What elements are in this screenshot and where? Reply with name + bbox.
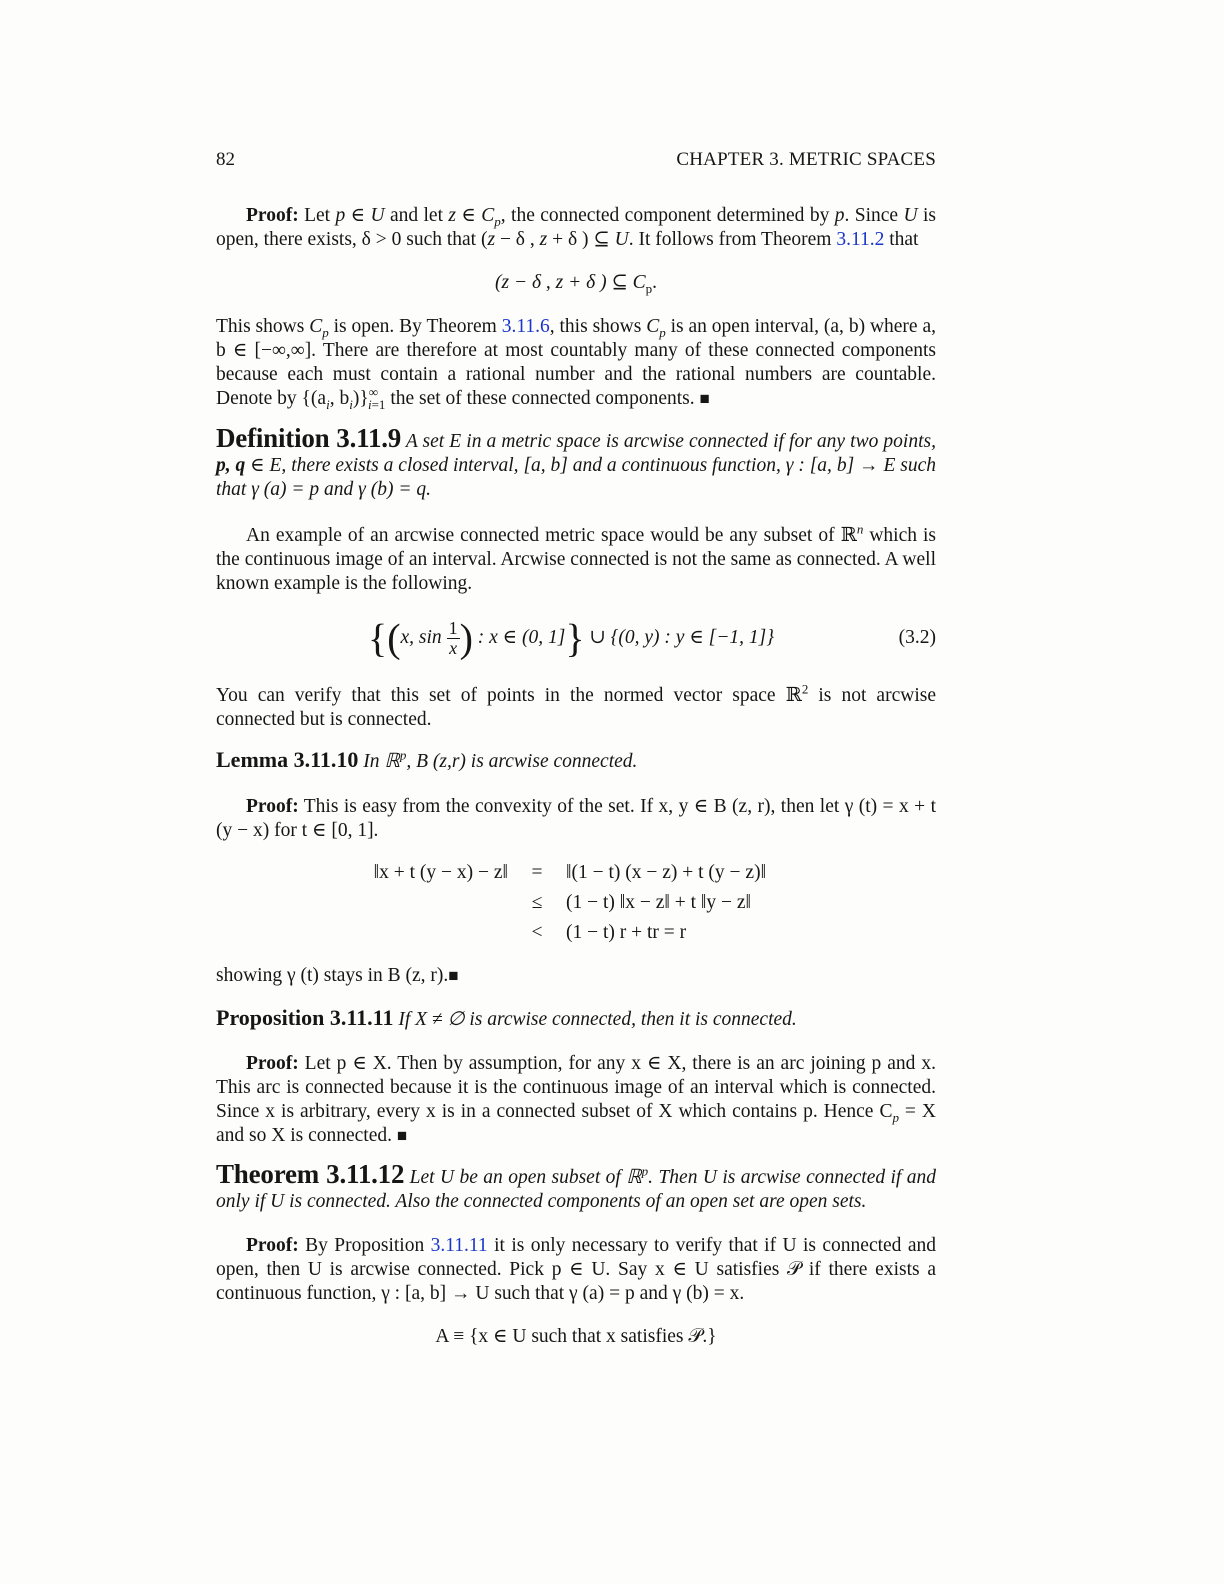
definition-3-11-9: Definition 3.11.9 A set E in a metric space is arcwise connected if for any two points, p, q ∈ E, there exists a closed interval, [a, b] and a continuous function, γ : [a, b] → E such that γ (a) = p and γ (b) = q. (216, 423, 937, 500)
display-set-definition: A ≡ {x ∈ U such that x satisfies 𝒫.} (435, 1326, 717, 1347)
proposition-3-11-11: Proposition 3.11.11 If X ≠ ∅ is arcwise connected, then it is connected. (216, 1005, 797, 1030)
definition-title: Definition 3.11.9 (216, 423, 402, 453)
equation-number: (3.2) (898, 627, 936, 648)
proof-label: Proof: (246, 1053, 299, 1074)
proof-proposition: Proof: Let p ∈ X. Then by assumption, for any x ∈ X, there is an arc joining p and x. This arc is connected because it is the continuous image of an interval which is connected. Since x is arbitrary, every x is in a connected subset of X which contains p. Hence $C_p = X$ and so X is connected. ■ (216, 1053, 936, 1146)
proof-label: Proof: (246, 205, 299, 226)
proof-connected-components (216, 204, 936, 252)
proof-label: Proof: (246, 1235, 299, 1256)
chapter-title: CHAPTER 3. METRIC SPACES (676, 149, 936, 170)
qed-mark: ■ (699, 389, 710, 408)
proof-lemma: Proof: This is easy from the convexity of the set. If x, y ∈ B (z, r), then let γ (t) = x + t (y − x) for t ∈ [0, 1]. (216, 796, 936, 841)
align-row: ‖x + t (y − x) − z‖ = ‖(1 − t) (x − z) + t (y − z)‖ (373, 862, 767, 883)
proposition-link-3-11-11[interactable]: 3.11.11 (430, 1235, 488, 1256)
aligned-inequalities (352, 858, 766, 948)
theorem-link-3-11-2[interactable]: 3.11.2 (836, 229, 885, 250)
equation-3-2: {(x, sin $\frac{1}{x}$) : x ∈ (0, 1]} ∪ {(0, y) : y ∈ [−1, 1]} (3.2) (216, 608, 936, 668)
proof-theorem: Proof: By Proposition 3.11.11 it is only necessary to verify that if U is connected and open, then U is arcwise connected. Pick p ∈ U. Say x ∈ U satisfies 𝒫 if there exists a continuous function, γ : [a, b] → U such that γ (a) = p and γ (b) = x. (216, 1235, 936, 1304)
qed-mark: ■ (396, 1126, 408, 1145)
qed-mark: ■ (448, 966, 459, 985)
theorem-link-3-11-6[interactable]: 3.11.6 (501, 316, 550, 337)
proof-continuation (216, 315, 936, 411)
proof-label: Proof: (246, 796, 299, 817)
lemma-3-11-10: Lemma 3.11.10 In ℝ$^p$, B (z,r) is arcwise connected. (216, 747, 638, 772)
proof-paragraph: Proof: Let p ∈ U and let z ∈ $C_p$, the connected component determined by p. Since U is open, there exists, δ > 0 such that (z − δ , z + δ ) ⊆ U. It follows from Theorem 3.11.2 that (216, 205, 936, 250)
proposition-title: Proposition 3.11.11 (216, 1005, 394, 1030)
page-number: 82 (216, 149, 235, 170)
display-equation: (z − δ , z + δ ) ⊆ $C_p$. (494, 272, 658, 296)
proof-paragraph: This shows $C_p$ is open. By Theorem 3.11.6, this shows $C_p$ is an open interval, (a, b) where a, b ∈ [−∞,∞]. There are therefore at most countably many of these connected components because each must contain a rational number and the rational numbers are countable. Denote by {($a_i$, $b_i)\}^\infty_{i=1}$ the set of these connected components. ■ (216, 316, 936, 412)
align-row: < (1 − t) r + tr = r (531, 922, 687, 943)
theorem-3-11-12: Theorem 3.11.12 Let U be an open subset of ℝ$^p$. Then U is arcwise connected if and only if U is connected. Also the connected components of an open set are open sets. (216, 1159, 937, 1212)
theorem-title: Theorem 3.11.12 (216, 1159, 405, 1189)
paragraph-verify: You can verify that this set of points in the normed vector space ℝ$^2$ is not arcwise connected but is connected. (216, 681, 936, 730)
align-row: ≤ (1 − t) ‖x − z‖ + t ‖y − z‖ (531, 892, 752, 913)
fraction: $\frac{1}{x}$ (448, 618, 458, 659)
proof-lemma-closing: showing γ (t) stays in B (z, r).■ (216, 965, 459, 986)
paragraph-arcwise-example: An example of an arcwise connected metric space would be any subset of ℝ$^n$ which is the continuous image of an interval. Arcwise connected is not the same as connected. A well known example is the following. (216, 521, 936, 594)
lemma-title: Lemma 3.11.10 (216, 747, 359, 772)
